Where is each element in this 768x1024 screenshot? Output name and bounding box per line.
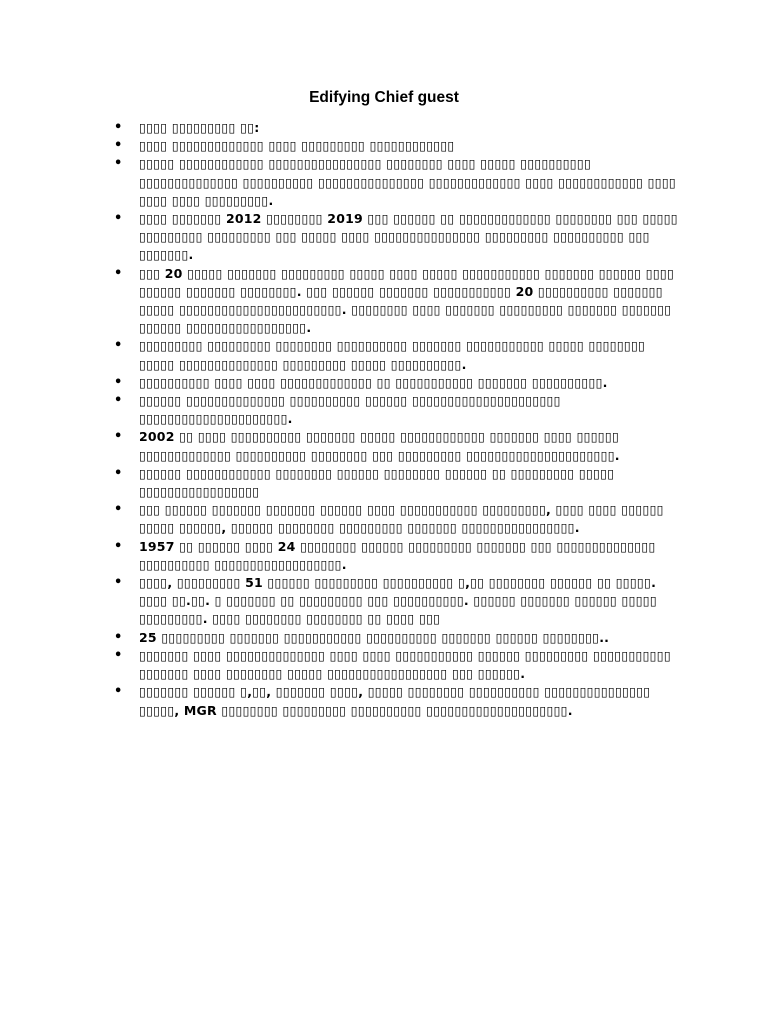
list-item-text: 25 ▯▯▯▯▯▯▯▯▯ ▯▯▯▯▯▯▯ ▯▯▯▯▯▯▯▯▯▯▯ ▯▯▯▯▯▯▯▯▯▯ ▯▯▯▯▯▯▯ ▯▯▯▯▯▯ ▯▯▯▯▯▯▯▯.. [139, 629, 610, 645]
list-item [114, 137, 684, 155]
list-item [114, 265, 684, 338]
list-item [114, 647, 684, 683]
list-item-text: ▯▯▯▯ ▯▯▯▯▯▯▯ 2012 ▯▯▯▯▯▯▯▯ 2019 ▯▯▯ ▯▯▯▯▯▯ ▯▯ ▯▯▯▯▯▯▯▯▯▯▯▯▯ ▯▯▯▯▯▯▯▯ ▯▯▯ ▯▯▯▯▯ ▯▯▯▯▯▯▯▯▯ ▯▯▯▯▯▯▯▯▯ ▯▯▯ ▯▯▯▯▯ ▯▯▯▯ ▯▯▯▯▯▯▯▯▯▯▯▯▯▯▯ ▯▯▯▯▯▯▯▯▯ ▯▯▯▯▯▯▯▯▯▯ ▯▯▯ ▯▯▯▯▯▯▯. [139, 211, 678, 263]
bullet-list [114, 119, 684, 720]
bullet-icon: • [114, 138, 123, 154]
list-item [114, 428, 684, 464]
bullet-icon: • [114, 465, 123, 481]
list-item [114, 374, 684, 392]
bullet-icon: • [114, 684, 123, 700]
list-item [114, 465, 684, 501]
bullet-icon: • [114, 338, 123, 354]
list-item [114, 392, 684, 428]
bullet-icon: • [114, 393, 123, 409]
list-item-text: ▯▯▯ 20 ▯▯▯▯▯ ▯▯▯▯▯▯▯ ▯▯▯▯▯▯▯▯▯ ▯▯▯▯▯ ▯▯▯▯ ▯▯▯▯▯ ▯▯▯▯▯▯▯▯▯▯▯ ▯▯▯▯▯▯▯ ▯▯▯▯▯▯ ▯▯▯▯ ▯▯▯▯▯▯ ▯▯▯▯▯▯▯ ▯▯▯▯▯▯▯▯. ▯▯▯ ▯▯▯▯▯▯ ▯▯▯▯▯▯▯ ▯▯▯▯▯▯▯▯▯▯▯ 20 ▯▯▯▯▯▯▯▯▯▯ ▯▯▯▯▯▯▯ ▯▯▯▯▯ ▯▯▯▯▯▯▯▯▯▯▯▯▯▯▯▯▯▯▯▯▯▯▯. ▯▯▯▯▯▯▯▯ ▯▯▯▯ ▯▯▯▯▯▯▯ ▯▯▯▯▯▯▯▯▯ ▯▯▯▯▯▯▯ ▯▯▯▯▯▯▯ ▯▯▯▯▯▯ ▯▯▯▯▯▯▯▯▯▯▯▯▯▯▯▯▯. [139, 265, 675, 336]
list-item [114, 574, 684, 629]
list-item [114, 629, 684, 647]
bullet-icon: • [114, 538, 123, 554]
list-item-text: 1957 ▯▯ ▯▯▯▯▯▯ ▯▯▯▯ 24 ▯▯▯▯▯▯▯▯ ▯▯▯▯▯▯ ▯▯▯▯▯▯▯▯▯ ▯▯▯▯▯▯▯ ▯▯▯ ▯▯▯▯▯▯▯▯▯▯▯▯▯▯ ▯▯▯▯▯▯▯▯▯▯ ▯▯▯▯▯▯▯▯▯▯▯▯▯▯▯▯▯▯. [139, 538, 656, 572]
list-item-text: ▯▯▯▯▯▯▯▯▯ ▯▯▯▯▯▯▯▯▯ ▯▯▯▯▯▯▯▯ ▯▯▯▯▯▯▯▯▯▯ ▯▯▯▯▯▯▯ ▯▯▯▯▯▯▯▯▯▯▯ ▯▯▯▯▯ ▯▯▯▯▯▯▯▯ ▯▯▯▯▯ ▯▯▯▯▯▯▯▯▯▯▯▯▯▯ ▯▯▯▯▯▯▯▯▯ ▯▯▯▯▯ ▯▯▯▯▯▯▯▯▯▯. [139, 338, 646, 372]
bullet-icon: • [114, 629, 123, 645]
bullet-icon: • [114, 265, 123, 281]
list-item [114, 538, 684, 574]
bullet-icon: • [114, 647, 123, 663]
bullet-icon: • [114, 429, 123, 445]
list-item-text: ▯▯▯▯▯▯▯ ▯▯▯▯ ▯▯▯▯▯▯▯▯▯▯▯▯▯▯ ▯▯▯▯ ▯▯▯▯ ▯▯▯▯▯▯▯▯▯▯▯ ▯▯▯▯▯▯ ▯▯▯▯▯▯▯▯▯ ▯▯▯▯▯▯▯▯▯▯▯ ▯▯▯▯▯▯▯ ▯▯▯▯ ▯▯▯▯▯▯▯▯ ▯▯▯▯▯ ▯▯▯▯▯▯▯▯▯▯▯▯▯▯▯▯▯ ▯▯▯ ▯▯▯▯▯▯. [139, 647, 671, 682]
bullet-icon: • [114, 502, 123, 518]
bullet-icon: • [114, 156, 123, 172]
list-item-text: ▯▯▯ ▯▯▯▯▯▯ ▯▯▯▯▯▯▯ ▯▯▯▯▯▯▯ ▯▯▯▯▯▯ ▯▯▯▯ ▯▯▯▯▯▯▯▯▯▯▯ ▯▯▯▯▯▯▯▯▯, ▯▯▯▯ ▯▯▯▯ ▯▯▯▯▯▯ ▯▯▯▯▯ ▯▯▯▯▯▯, ▯▯▯▯▯▯ ▯▯▯▯▯▯▯▯ ▯▯▯▯▯▯▯▯▯ ▯▯▯▯▯▯▯ ▯▯▯▯▯▯▯▯▯▯▯▯▯▯▯▯. [139, 502, 664, 536]
list-item-text: ▯▯▯▯ ▯▯▯▯▯▯▯▯▯▯▯▯▯ ▯▯▯▯ ▯▯▯▯▯▯▯▯▯ ▯▯▯▯▯▯▯▯▯▯▯▯ [139, 138, 455, 154]
list-item-text: ▯▯▯▯▯▯ ▯▯▯▯▯▯▯▯▯▯▯▯ ▯▯▯▯▯▯▯▯ ▯▯▯▯▯▯ ▯▯▯▯▯▯▯▯ ▯▯▯▯▯▯ ▯▯ ▯▯▯▯▯▯▯▯▯ ▯▯▯▯▯ ▯▯▯▯▯▯▯▯▯▯▯▯▯▯▯▯▯ [139, 465, 615, 500]
list-item [114, 501, 684, 537]
list-item [114, 155, 684, 210]
bullet-icon: • [114, 575, 123, 591]
list-item-text: ▯▯▯▯ ▯▯▯▯▯▯▯▯▯ ▯▯: [139, 120, 260, 135]
bullet-icon: • [114, 120, 123, 135]
list-item-text: ▯▯▯▯▯ ▯▯▯▯▯▯▯▯▯▯▯▯ ▯▯▯▯▯▯▯▯▯▯▯▯▯▯▯▯ ▯▯▯▯▯▯▯▯ ▯▯▯▯ ▯▯▯▯▯ ▯▯▯▯▯▯▯▯▯▯ ▯▯▯▯▯▯▯▯▯▯▯▯▯▯ ▯▯▯▯▯▯▯▯▯▯ ▯▯▯▯▯▯▯▯▯▯▯▯▯▯▯ ▯▯▯▯▯▯▯▯▯▯▯▯▯ ▯▯▯▯ ▯▯▯▯▯▯▯▯▯▯▯▯ ▯▯▯▯ ▯▯▯▯ ▯▯▯▯ ▯▯▯▯▯▯▯▯▯. [139, 156, 676, 208]
list-item [114, 210, 684, 265]
list-item-text: ▯▯▯▯▯▯▯ ▯▯▯▯▯▯ ▯,▯▯, ▯▯▯▯▯▯▯ ▯▯▯▯, ▯▯▯▯▯ ▯▯▯▯▯▯▯▯ ▯▯▯▯▯▯▯▯▯▯ ▯▯▯▯▯▯▯▯▯▯▯▯▯▯▯ ▯▯▯▯▯, MGR ▯▯▯▯▯▯▯▯ ▯▯▯▯▯▯▯▯▯ ▯▯▯▯▯▯▯▯▯▯ ▯▯▯▯▯▯▯▯▯▯▯▯▯▯▯▯▯▯▯▯. [139, 684, 651, 718]
list-item-text: ▯▯▯▯▯▯▯▯▯▯ ▯▯▯▯ ▯▯▯▯ ▯▯▯▯▯▯▯▯▯▯▯▯▯ ▯▯ ▯▯▯▯▯▯▯▯▯▯▯ ▯▯▯▯▯▯▯ ▯▯▯▯▯▯▯▯▯▯. [139, 374, 608, 390]
list-item [114, 337, 684, 373]
list-item-text: ▯▯▯▯, ▯▯▯▯▯▯▯▯▯ 51 ▯▯▯▯▯▯ ▯▯▯▯▯▯▯▯▯ ▯▯▯▯▯▯▯▯▯▯ ▯,▯▯ ▯▯▯▯▯▯▯▯ ▯▯▯▯▯▯ ▯▯ ▯▯▯▯▯. ▯▯▯▯ ▯▯.▯▯. ▯ ▯▯▯▯▯▯▯ ▯▯ ▯▯▯▯▯▯▯▯▯ ▯▯▯ ▯▯▯▯▯▯▯▯▯▯. ▯▯▯▯▯▯ ▯▯▯▯▯▯▯ ▯▯▯▯▯▯ ▯▯▯▯▯ ▯▯▯▯▯▯▯▯▯. ▯▯▯▯ ▯▯▯▯▯▯▯▯ ▯▯▯▯▯▯▯▯ ▯▯ ▯▯▯▯ ▯▯▯ [139, 575, 657, 627]
document-title: Edifying Chief guest [309, 89, 459, 106]
list-item [114, 119, 684, 137]
list-item-text: ▯▯▯▯▯▯ ▯▯▯▯▯▯▯▯▯▯▯▯▯▯ ▯▯▯▯▯▯▯▯▯▯ ▯▯▯▯▯▯ ▯▯▯▯▯▯▯▯▯▯▯▯▯▯▯▯▯▯▯▯▯ ▯▯▯▯▯▯▯▯▯▯▯▯▯▯▯▯▯▯▯▯▯. [139, 393, 561, 427]
bullet-icon: • [114, 374, 123, 390]
list-item-text: 2002 ▯▯ ▯▯▯▯ ▯▯▯▯▯▯▯▯▯▯ ▯▯▯▯▯▯▯ ▯▯▯▯▯ ▯▯▯▯▯▯▯▯▯▯▯▯ ▯▯▯▯▯▯▯ ▯▯▯▯ ▯▯▯▯▯▯ ▯▯▯▯▯▯▯▯▯▯▯▯▯ ▯▯▯▯▯▯▯▯▯▯ ▯▯▯▯▯▯▯▯ ▯▯▯ ▯▯▯▯▯▯▯▯▯ ▯▯▯▯▯▯▯▯▯▯▯▯▯▯▯▯▯▯▯▯▯. [139, 429, 620, 463]
bullet-icon: • [114, 211, 123, 227]
list-item [114, 683, 684, 719]
